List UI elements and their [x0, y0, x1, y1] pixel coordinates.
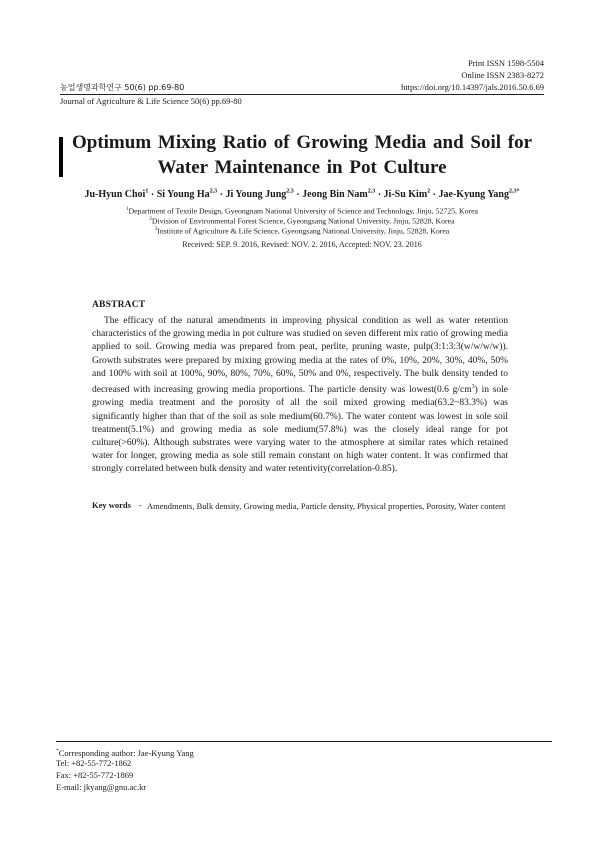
affiliation-1: $^1$Department of Textile Design, Gyeongnam National University of Science and Technology, Jinju, 52725, Korea	[125, 206, 479, 216]
affiliation-2: $^2$Division of Environmental Forest Science, Gyeongsang National University, Jinju, 52828, Korea	[149, 216, 455, 226]
abstract-heading: ABSTRACT	[92, 300, 146, 310]
author-affiliation-mark: 2	[427, 189, 431, 195]
online-issn: Online ISSN 2383-8272	[461, 70, 544, 80]
phone-number: Tel: +82-55-772-1862	[56, 758, 132, 768]
footnote-rule	[56, 741, 552, 742]
print-issn: Print ISSN 1598-5504	[467, 58, 544, 68]
doi-link[interactable]: https://doi.org/10.14397/jals.2016.50.6.69	[401, 82, 544, 92]
fax-number: Fax: +82-55-772-1869	[56, 770, 134, 780]
title-line-1: Optimum Mixing Ratio of Growing Media and Soil for	[71, 132, 533, 153]
author-affiliation-mark: 1	[145, 189, 149, 195]
keywords-text: Amendments, Bulk density, Growing media, Particle density, Physical properties, Porosity, Water content	[147, 501, 506, 511]
author-separator: ·	[148, 189, 157, 201]
journal-english: Journal of Agriculture & Life Science 50(6) pp.69-80	[60, 96, 242, 106]
author-name: Ji-Su Kim$^2$	[383, 189, 431, 201]
author-separator: ·	[430, 189, 439, 201]
affiliation-3: $^3$Institute of Agriculture & Life Science, Gyeongsang National University, Jinju, 52828, Korea	[154, 226, 450, 236]
abstract-text: The efficacy of the natural amendments in improving physical condition as well as water retention characteristics of the growing media in pot culture was studied on seven different mix ratio of growing media applied to soil. Growing media was prepared from peat, perlite, pruning waste, pulp(3:1:3:3(w/w/w/w)). Growth substrates were prepared by mixing growing media at the rates of 0%, 10%, 20%, 30%, 40%, 50% and 100% with soil at 100%, 90%, 80%, 70%, 60%, 50% and 0%, respectively. The bulk density tended to decreased with increasing growing media proportions. The particle density was lowest(0.6 $g/cm^3$) in sole growing media treatment and the porosity of all the soil mixed growing media(63.2~83.3%) was significantly higher than that of the soil as sole medium(60.7%). The water content was lowest in sole soil treatment(5.1%) and growing media as sole medium(57.8%) was the closely ideal range for pot culture(>60%). Although substrates were varying water to the atmosphere at similar rates which retained water for longer, growing media as sole still remain constant on high water content. It was confirmed that strongly correlated between bulk density and water retentivity(correlation-0.85).	[92, 316, 509, 475]
author-name: Ju-Hyun Choi$^1$	[84, 189, 149, 201]
page-title	[60, 130, 544, 180]
author-affiliation-mark: 2,3*	[509, 189, 520, 195]
email-address[interactable]: E-mail: jkyang@gnu.ac.kr	[56, 782, 147, 792]
author-name: Jae-Kyung Yang$^{2,3*}$	[438, 189, 520, 201]
author-name: Ji Young Jung$^{2,3}$	[225, 189, 294, 201]
journal-korean: 농업생명과학연구 50(6) pp.69-80	[60, 83, 185, 92]
header-rule	[60, 94, 544, 95]
title-line-2: Water Maintenance in Pot Culture	[157, 157, 447, 178]
author-separator: ·	[375, 189, 384, 201]
author-separator: ·	[293, 189, 303, 201]
author-affiliation-mark: 2,3	[209, 189, 218, 195]
author-list	[60, 186, 544, 201]
corresponding-author: *Corresponding author: Jae-Kyung Yang	[56, 747, 194, 758]
keywords-label: Key words	[92, 500, 131, 510]
author-name: Jeong Bin Nam$^{2,3}$	[302, 189, 376, 201]
received-dates: Received: SEP. 9. 2016, Revised: NOV. 2. 2016, Accepted: NOV. 23. 2016	[182, 240, 422, 249]
author-affiliation-mark: 2,3	[286, 189, 294, 195]
author-separator: ·	[217, 189, 226, 201]
keywords-dash: -	[139, 500, 142, 510]
author-affiliation-mark: 2,3	[367, 189, 376, 195]
author-name: Si Young Ha$^{2,3}$	[156, 189, 218, 201]
